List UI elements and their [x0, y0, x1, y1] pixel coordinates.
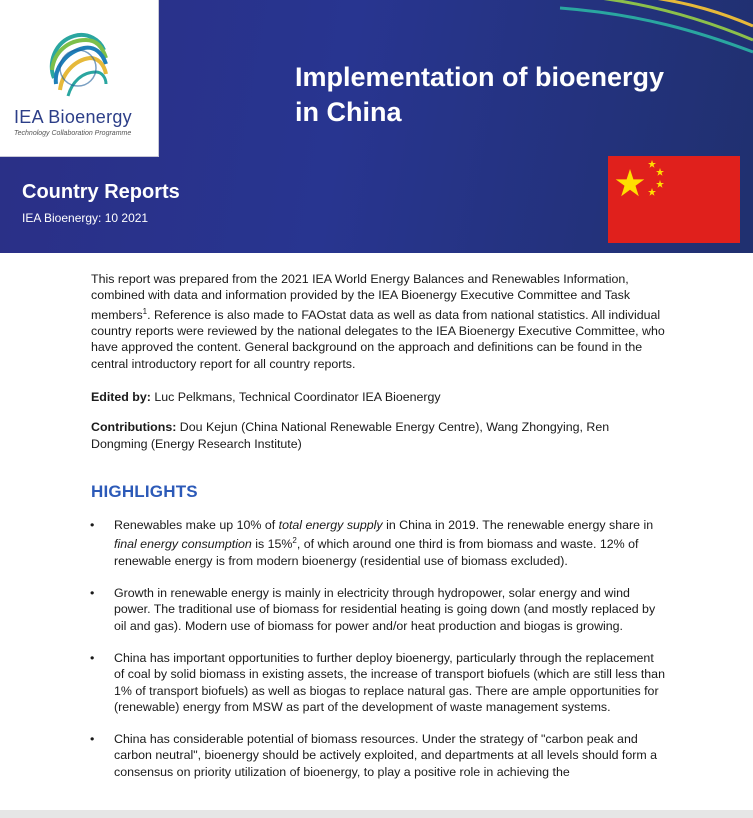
footnote-2[interactable]: 2 — [292, 536, 297, 546]
bullet-icon: • — [90, 586, 95, 601]
highlight-item: • Growth in renewable energy is mainly in electricity through hydropower, solar energy and wind power. The traditional use of biomass for residential heating is going down (and mostly replaced by oil and gas). Modern use of biomass for power and/or heat production and biogas is growing. — [90, 586, 656, 633]
logo-globe-icon — [44, 28, 110, 98]
intro-paragraph: This report was prepared from the 2021 IEA World Energy Balances and Renewables Information, combined with data and information provided by the IEA Bioenergy Executive Committee and Task members$^1$. Reference is also made to FAOstat data as well as data from national statistics. All individual country reports were reviewed by the national delegates to the IEA Bioenergy Executive Committee, who have approved the content. General background on the approach and definitions can be found in the central introductory report for all country reports. — [91, 272, 665, 371]
report-body — [91, 271, 666, 796]
contributions — [91, 419, 666, 452]
edition-label: IEA Bioenergy: 10 2021 — [22, 211, 149, 225]
contributions-label: Contributions: — [91, 420, 177, 435]
china-flag-icon — [608, 156, 740, 243]
highlight-item: • China has important opportunities to further deploy bioenergy, particularly through the replacement of coal by solid biomass in existing assets, the increase of transport biofuels (which are still less than 1% of transport biofuels) as well as biogas to replace natural gas. There are ample opportunities for (renewable) energy from MSW as part of the development of waste management systems. — [90, 651, 665, 714]
page-bottom-edge — [0, 810, 753, 818]
logo-subtitle: Technology Collaboration Programme — [14, 130, 132, 137]
footnote-1[interactable]: 1 — [142, 306, 148, 316]
highlights-list — [91, 517, 666, 780]
iea-bioenergy-logo — [0, 0, 159, 157]
logo-name: IEA Bioenergy — [14, 107, 132, 127]
highlight-item: • China has considerable potential of biomass resources. Under the strategy of "carbon peak and carbon neutral", bioenergy should be actively exploited, and departments at all levels should form a consensus on priority utilization of bioenergy, to play a positive role in achieving the — [90, 732, 658, 779]
bullet-icon: • — [90, 651, 95, 665]
cover-banner — [0, 0, 753, 253]
bullet-icon: • — [90, 732, 95, 747]
edited-by — [91, 389, 666, 405]
title-line-1: Implementation of bioenergy — [295, 62, 665, 92]
series-name: Country Reports — [22, 181, 180, 203]
contributions-value: Dou Kejun (China National Renewable Energy Centre), Wang Zhongying, Ren Dongming (Energy Research Institute) — [91, 420, 610, 451]
edited-by-label: Edited by: — [91, 389, 151, 404]
report-title — [295, 60, 735, 130]
edited-by-value: Luc Pelkmans, Technical Coordinator IEA Bioenergy — [150, 389, 441, 404]
highlight-item: • Renewables make up 10% of total energy supply in China in 2019. The renewable energy share in final energy consumption is 15%$^2$, of which around one third is from biomass and waste. 12% of renewable energy is from modern bioenergy (residential use of biomass excluded). — [90, 518, 654, 568]
highlights-heading: HIGHLIGHTS — [91, 481, 198, 501]
title-line-2: in China — [295, 97, 402, 127]
bullet-icon: • — [90, 518, 95, 533]
